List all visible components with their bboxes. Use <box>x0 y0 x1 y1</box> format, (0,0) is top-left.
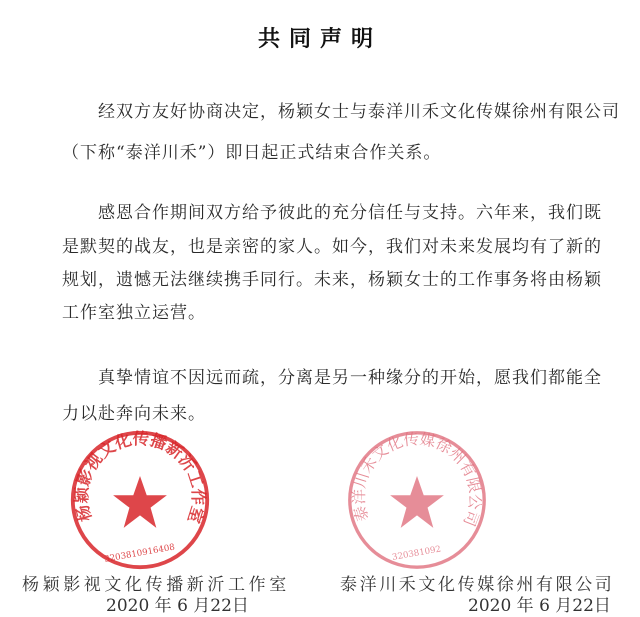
paragraph-2-line-1: 感恩合作期间双方给予彼此的充分信任与支持。六年来，我们既 <box>98 203 602 223</box>
seal-left <box>68 428 212 572</box>
paragraph-2-line-4: 工作室独立运营。 <box>62 303 206 323</box>
paragraph-2-line-2: 是默契的战友，也是亲密的家人。如今，我们对未来发展均有了新的 <box>62 237 602 257</box>
seal-right <box>345 428 489 572</box>
seal-right-star-icon <box>390 476 444 528</box>
seal-left-star-icon <box>113 476 167 528</box>
signature-right-date: 2020 年 6 月22日 <box>468 596 611 616</box>
paragraph-1-line-2: （下称“泰洋川禾”）即日起正式结束合作关系。 <box>62 143 442 163</box>
signature-right-name: 泰洋川禾文化传媒徐州有限公司 <box>340 575 615 595</box>
signature-left-name: 杨颖影视文化传播新沂工作室 <box>22 575 290 595</box>
signature-left-date: 2020 年 6 月22日 <box>106 596 249 616</box>
paragraph-1-line-1: 经双方友好协商决定，杨颖女士与泰洋川禾文化传媒徐州有限公司 <box>98 102 620 122</box>
paragraph-2-line-3: 规划，遗憾无法继续携手同行。未来，杨颖女士的工作事务将由杨颖 <box>62 270 602 290</box>
paragraph-3-line-1: 真挚情谊不因远而疏，分离是另一种缘分的开始，愿我们都能全 <box>98 368 602 388</box>
seal-right-number: 320381092 <box>391 544 442 563</box>
document-title: 共同声明 <box>257 27 382 52</box>
seal-left-number: 3203810916408 <box>103 542 176 565</box>
paragraph-3-line-2: 力以赴奔向未来。 <box>62 404 206 424</box>
seal-left-text: 杨颖影视文化传播新沂工作室 <box>71 429 208 526</box>
seal-right-text: 泰洋川禾文化传媒徐州有限公司 <box>350 429 485 529</box>
